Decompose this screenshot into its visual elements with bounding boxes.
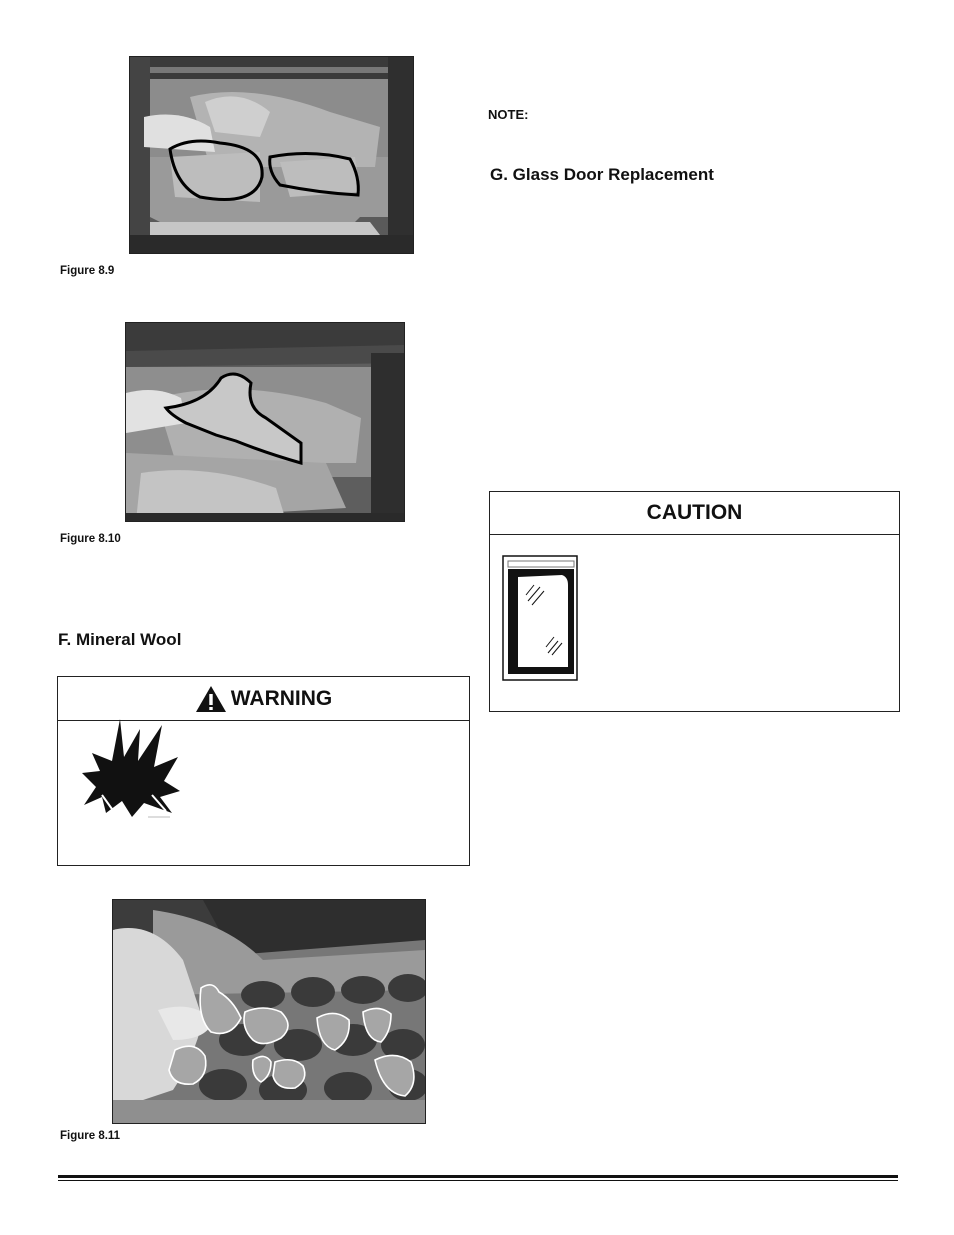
figure-8-9-caption: Figure 8.9	[60, 265, 115, 277]
section-g-heading: G. Glass Door Replacement	[490, 165, 714, 184]
footer-rule-thin	[58, 1180, 898, 1181]
explosion-icon	[82, 717, 182, 819]
caution-box	[489, 491, 900, 712]
caution-title: CAUTION	[646, 501, 743, 524]
figure-8-10-caption: Figure 8.10	[60, 533, 121, 545]
footer-rule-thick	[58, 1175, 898, 1178]
figure-8-10-photo	[125, 322, 405, 522]
figure-8-11-photo	[112, 899, 426, 1124]
glass-pane-icon	[502, 555, 578, 681]
note-label: NOTE:	[488, 107, 529, 122]
figure-8-11-caption: Figure 8.11	[60, 1130, 121, 1142]
caution-title-bar	[490, 492, 899, 535]
warning-title: WARNING	[230, 686, 333, 710]
warning-box	[57, 676, 470, 866]
figure-8-9-photo	[129, 56, 414, 254]
warning-triangle-icon	[195, 685, 227, 713]
section-f-heading: F. Mineral Wool	[58, 630, 182, 649]
warning-title-bar	[58, 677, 469, 721]
